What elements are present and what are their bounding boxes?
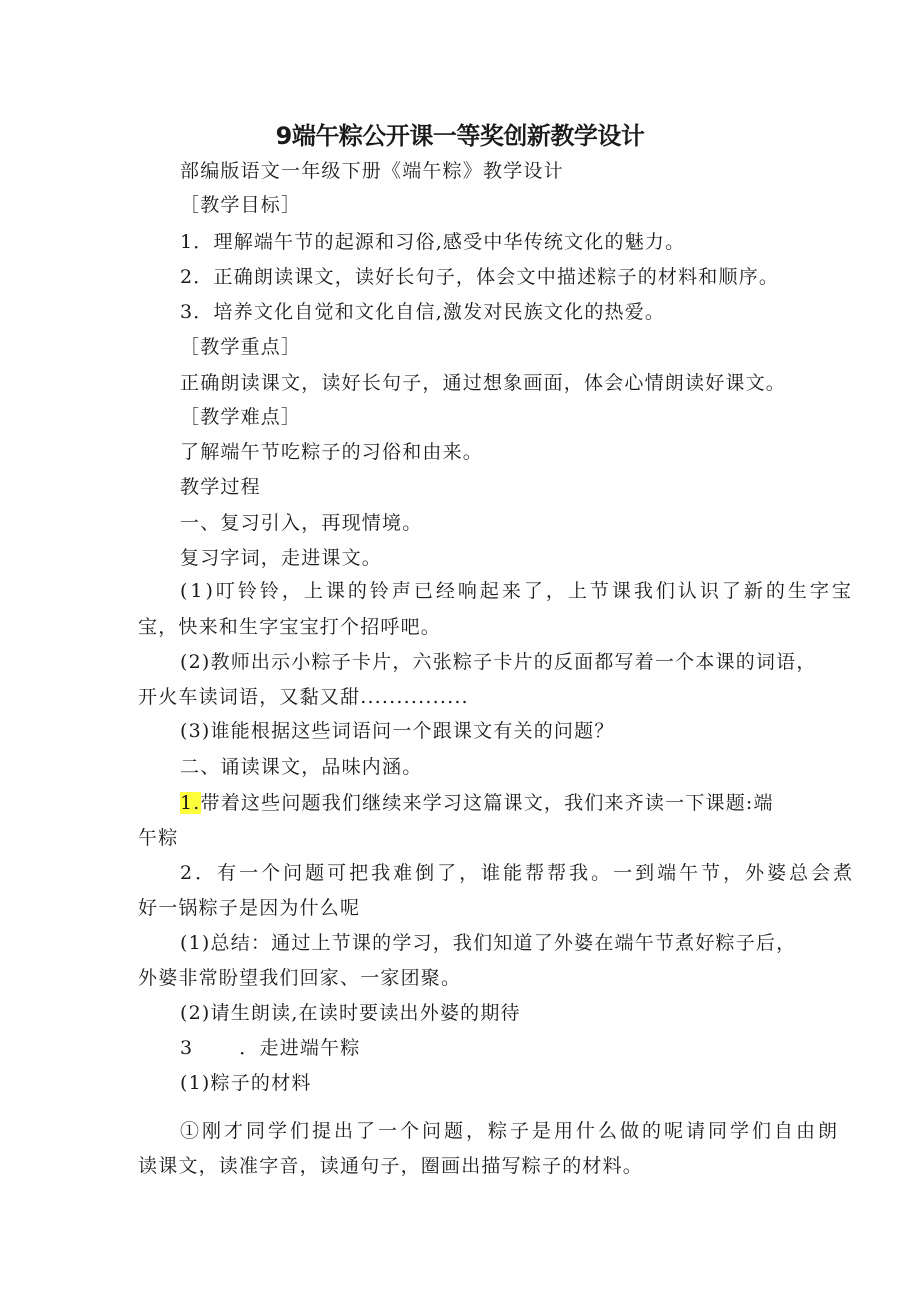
document-title: 9端午粽公开课一等奖创新教学设计 [275,122,645,150]
step-1-text: 带着这些问题我们继续来学习这篇课文，我们来齐读一下课题:端 [200,792,774,814]
step-3-line [180,1035,361,1061]
difficulties-text: 了解端午节吃粽子的习俗和由来。 [180,441,484,463]
paragraph-1-line-1: (1)叮铃铃，上课的铃声已经响起来了，上节课我们认识了新的生字宝 [180,580,854,602]
part-two-heading: 二、诵读课文，品味内涵。 [180,756,423,778]
materials-line-2: 读课文，读准字音，读通句子，圈画出描写粽子的材料。 [138,1155,644,1177]
materials-line-1: ①刚才同学们提出了一个问题，粽子是用什么做的呢请同学们自由朗 [180,1120,841,1142]
key-points-text: 正确朗读课文，读好长句子，通过想象画面，体会心情朗读好课文。 [180,372,787,394]
paragraph-3-line: (3)谁能根据这些词语问一个跟课文有关的问题？ [180,720,615,742]
step-1-line-1 [180,790,774,816]
step-3-number: 3 [180,1037,194,1059]
part-one-heading: 一、复习引入，再现情境。 [180,512,423,534]
materials-heading: (1)粽子的材料 [180,1072,312,1094]
paragraph-2-line-2: 开火车读词语，又黏又甜............... [138,686,469,708]
summary-line-1: (1)总结：通过上节课的学习，我们知道了外婆在端午节煮好粽子后， [180,932,797,954]
paragraph-2-line-1: (2)教师出示小粽子卡片，六张粽子卡片的反面都写着一个本课的词语， [180,651,817,673]
objective-2: 2．正确朗读课文，读好长句子，体会文中描述粽子的材料和顺序。 [180,266,780,288]
summary-line-2: 外婆非常盼望我们回家、一家团聚。 [138,967,462,989]
step-2-line-1: 2．有一个问题可把我难倒了，谁能帮帮我。一到端午节，外婆总会煮 [180,862,856,884]
objective-3: 3．培养文化自觉和文化自信,激发对民族文化的热爱。 [180,301,666,323]
section-heading-objectives: ［教学目标］ [180,194,302,216]
subtitle-line: 部编版语文一年级下册《端午粽》教学设计 [180,160,564,182]
step-1-line-2: 午粽 [138,827,179,849]
review-words-line: 复习字词，走进课文。 [180,547,383,569]
highlighted-step-number: 1. [180,792,201,814]
process-heading: 教学过程 [180,476,261,498]
reading-line: (2)请生朗读,在读时要读出外婆的期待 [180,1002,521,1024]
section-heading-key-points: ［教学重点］ [180,336,302,358]
paragraph-1-line-2: 宝，快来和生字宝宝打个招呼吧。 [138,616,442,638]
objective-1: 1．理解端午节的起源和习俗,感受中华传统文化的魅力。 [180,231,686,253]
section-heading-difficulties: ［教学难点］ [180,406,302,428]
step-2-line-2: 好一锅粽子是因为什么呢 [138,897,361,919]
step-3-text: ．走进端午粽 [239,1037,361,1059]
